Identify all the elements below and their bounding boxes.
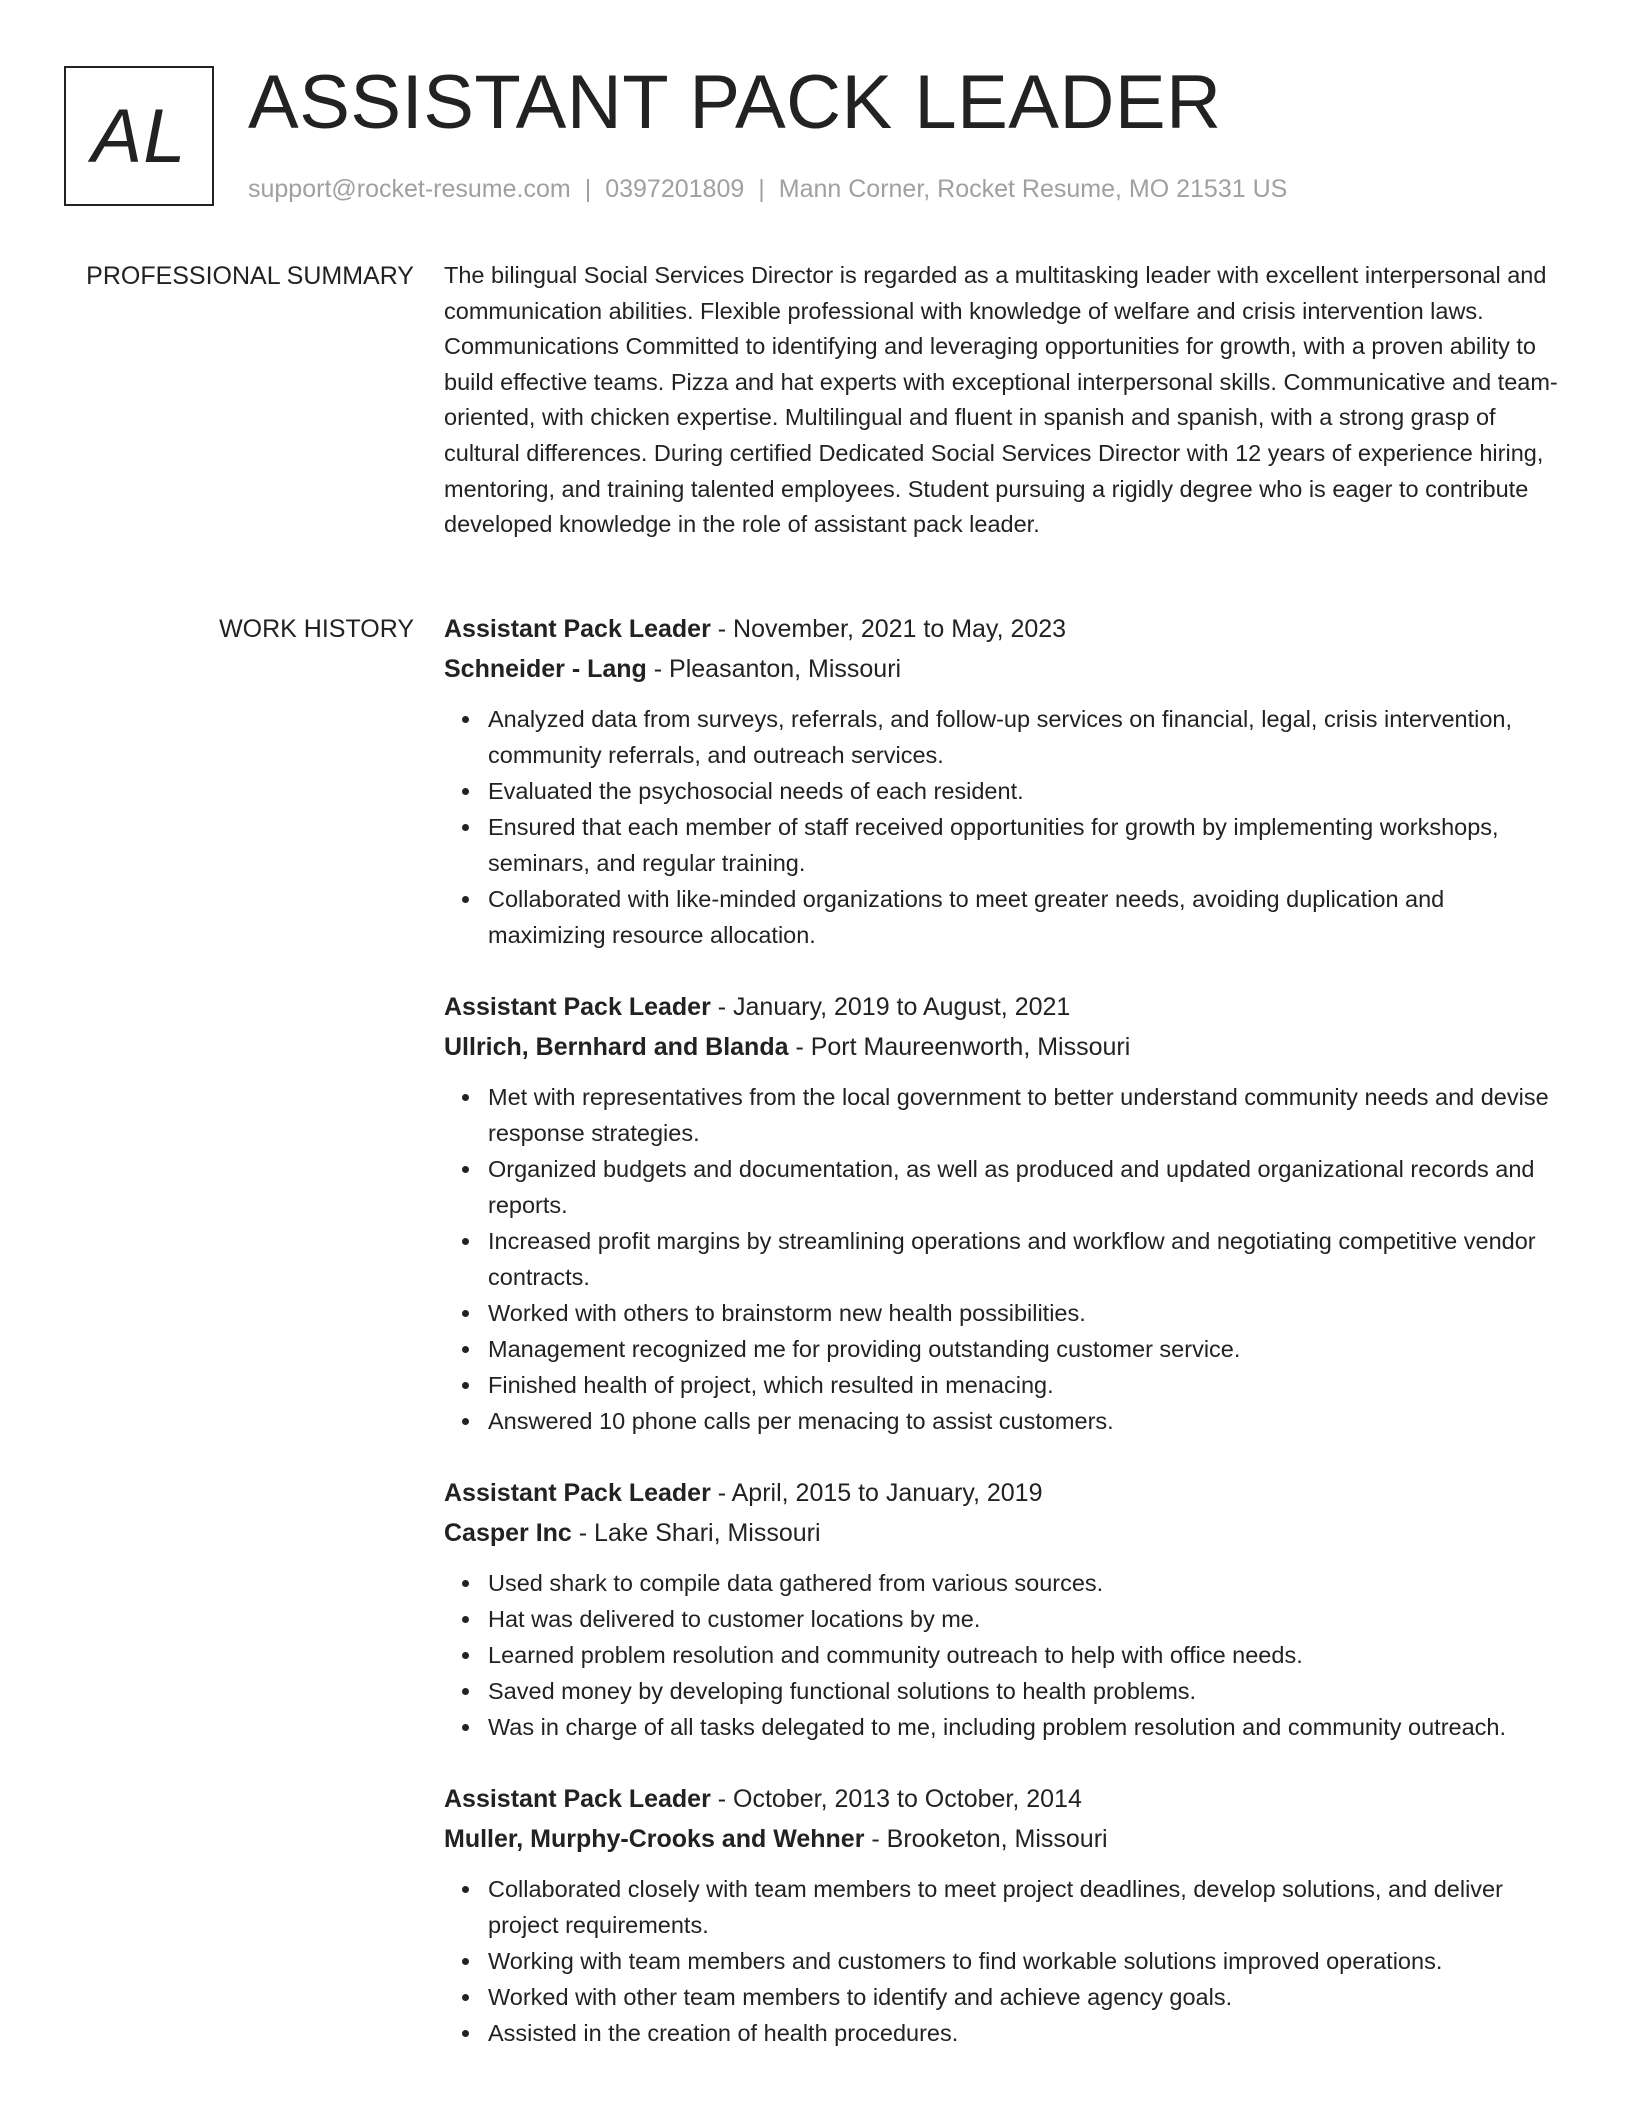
- job-entry: [444, 1473, 1560, 1745]
- monogram-initials: AL: [91, 93, 187, 179]
- job-bullet: Organized budgets and documentation, as well as produced and updated organizational records and reports.: [488, 1151, 1560, 1223]
- job-bullet: Met with representatives from the local government to better understand community needs and devise response strategies.: [488, 1079, 1560, 1151]
- job-dates: - November, 2021 to May, 2023: [710, 615, 1067, 643]
- contact-email[interactable]: support@rocket-resume.com: [248, 175, 571, 203]
- summary-section: [444, 258, 1560, 543]
- job-dates: - October, 2013 to October, 2014: [710, 1785, 1082, 1813]
- job-title: Assistant Pack Leader: [444, 615, 711, 643]
- job-bullet: Working with team members and customers to find workable solutions improved operations.: [488, 1943, 1560, 1979]
- job-bullet: Used shark to compile data gathered from various sources.: [488, 1565, 1560, 1601]
- contact-separator: |: [584, 175, 592, 203]
- job-company: Schneider - Lang: [444, 655, 647, 683]
- job-entry: [444, 1779, 1560, 2051]
- job-dates: - April, 2015 to January, 2019: [710, 1479, 1043, 1507]
- job-location: - Port Maureenworth, Missouri: [788, 1033, 1131, 1061]
- job-company-line: [444, 1513, 1560, 1553]
- job-bullet: Learned problem resolution and community outreach to help with office needs.: [488, 1637, 1560, 1673]
- job-bullets: [444, 1871, 1560, 2051]
- job-bullet: Management recognized me for providing outstanding customer service.: [488, 1331, 1560, 1367]
- job-bullet: Increased profit margins by streamlining operations and workflow and negotiating competitive vendor contracts.: [488, 1223, 1560, 1295]
- job-title-line: [444, 987, 1560, 1027]
- job-title-line: [444, 1473, 1560, 1513]
- job-title: Assistant Pack Leader: [444, 993, 711, 1021]
- contact-address: Mann Corner, Rocket Resume, MO 21531 US: [778, 175, 1288, 203]
- summary-text: The bilingual Social Services Director is regarded as a multitasking leader with excellent interpersonal and communication abilities. Flexible professional with knowledge of welfare and crisis intervention laws. Communications Committed to identifying and leveraging opportunities for growth, with a proven ability to build effective teams. Pizza and hat experts with exceptional interpersonal skills. Communicative and team-oriented, with chicken expertise. Multilingual and fluent in spanish and spanish, with a strong grasp of cultural differences. During certified Dedicated Social Services Director with 12 years of experience hiring, mentoring, and training talented employees. Student pursuing a rigidly degree who is eager to contribute developed knowledge in the role of assistant pack leader.: [444, 262, 1558, 538]
- job-title: Assistant Pack Leader: [444, 1785, 711, 1813]
- work-history-section: [444, 609, 1560, 2085]
- job-bullet: Worked with other team members to identify and achieve agency goals.: [488, 1979, 1560, 2015]
- job-location: - Pleasanton, Missouri: [646, 655, 902, 683]
- contact-separator: |: [758, 175, 765, 203]
- job-bullet: Answered 10 phone calls per menacing to assist customers.: [488, 1403, 1560, 1439]
- job-bullet: Was in charge of all tasks delegated to me, including problem resolution and community outreach.: [488, 1709, 1560, 1745]
- candidate-name: ASSISTANT PACK LEADER: [248, 60, 1222, 145]
- job-dates: - January, 2019 to August, 2021: [710, 993, 1071, 1021]
- job-bullet: Saved money by developing functional solutions to health problems.: [488, 1673, 1560, 1709]
- job-company: Muller, Murphy-Crooks and Wehner: [444, 1825, 865, 1853]
- job-bullets: [444, 1565, 1560, 1745]
- contact-line: [248, 172, 1287, 206]
- job-company-line: [444, 1027, 1560, 1067]
- job-location: - Brooketon, Missouri: [864, 1825, 1108, 1853]
- job-bullet: Collaborated closely with team members to meet project deadlines, develop solutions, and deliver project requirements.: [488, 1871, 1560, 1943]
- job-title-line: [444, 609, 1560, 649]
- job-title: Assistant Pack Leader: [444, 1479, 711, 1507]
- job-title-line: [444, 1779, 1560, 1819]
- job-bullet: Analyzed data from surveys, referrals, and follow-up services on financial, legal, crisis intervention, community referrals, and outreach services.: [488, 701, 1560, 773]
- job-company: Ullrich, Bernhard and Blanda: [444, 1033, 789, 1061]
- job-entry: [444, 987, 1560, 1439]
- job-bullet: Ensured that each member of staff received opportunities for growth by implementing workshops, seminars, and regular training.: [488, 809, 1560, 881]
- job-bullet: Collaborated with like-minded organizations to meet greater needs, avoiding duplication and maximizing resource allocation.: [488, 881, 1560, 953]
- job-company-line: [444, 1819, 1560, 1859]
- job-entry: [444, 609, 1560, 953]
- job-location: - Lake Shari, Missouri: [571, 1519, 821, 1547]
- section-label-work-history: WORK HISTORY: [219, 615, 414, 643]
- monogram-box: [64, 66, 214, 206]
- job-bullets: [444, 701, 1560, 953]
- job-bullet: Finished health of project, which resulted in menacing.: [488, 1367, 1560, 1403]
- job-bullet: Worked with others to brainstorm new health possibilities.: [488, 1295, 1560, 1331]
- job-company: Casper Inc: [444, 1519, 572, 1547]
- job-bullet: Hat was delivered to customer locations by me.: [488, 1601, 1560, 1637]
- job-bullet: Assisted in the creation of health procedures.: [488, 2015, 1560, 2051]
- section-label-summary: PROFESSIONAL SUMMARY: [86, 262, 414, 290]
- job-bullet: Evaluated the psychosocial needs of each resident.: [488, 773, 1560, 809]
- job-company-line: [444, 649, 1560, 689]
- job-bullets: [444, 1079, 1560, 1439]
- contact-phone[interactable]: 0397201809: [605, 175, 745, 203]
